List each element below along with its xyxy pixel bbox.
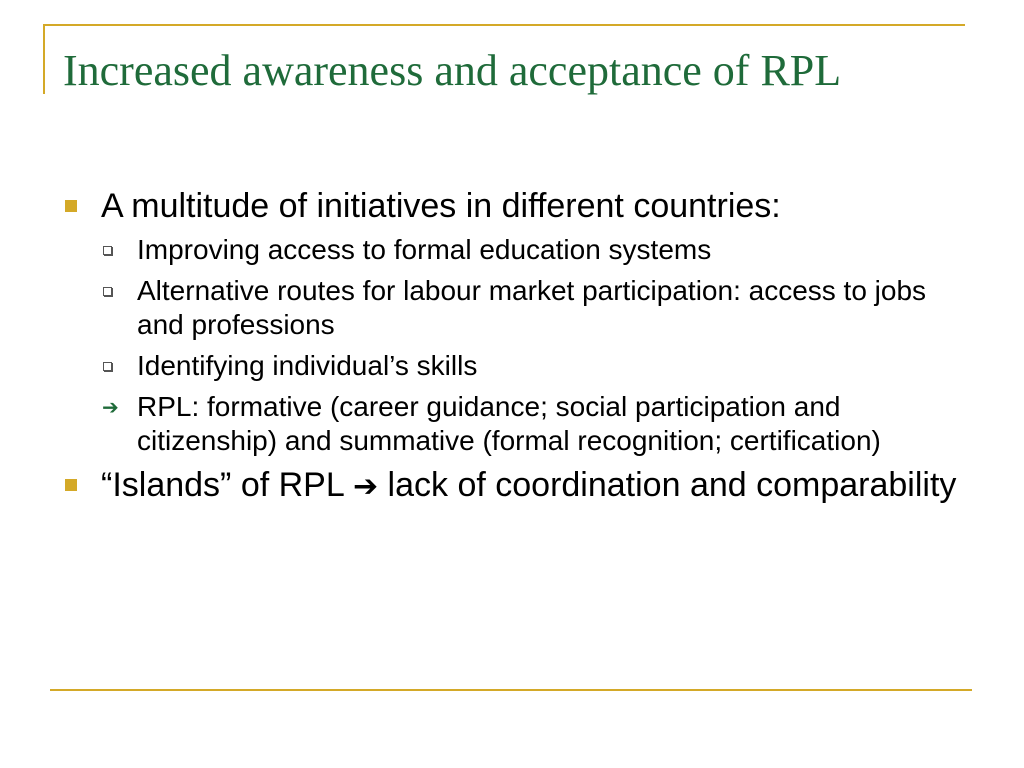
hollow-square-bullet-icon bbox=[103, 246, 112, 255]
sub-bullet-text: Identifying individual’s skills bbox=[137, 350, 478, 381]
arrow-bullet-icon: ➔ bbox=[102, 395, 119, 419]
right-arrow-icon: ➔ bbox=[352, 469, 379, 504]
bullet-text-before-arrow: “Islands” of RPL bbox=[101, 466, 344, 504]
sub-bullet-list bbox=[63, 233, 963, 458]
slide-title: Increased awareness and acceptance of RPL bbox=[63, 46, 842, 95]
hollow-square-bullet-icon bbox=[103, 362, 112, 371]
bullet-item-initiatives bbox=[63, 186, 963, 226]
sub-bullet-text: RPL: formative (career guidance; social participation and citizenship) and summative (formal recognition; certification) bbox=[137, 391, 881, 456]
sub-bullet-item-labour-market bbox=[63, 274, 963, 342]
top-border-line bbox=[43, 24, 965, 26]
bottom-border-line bbox=[50, 689, 972, 691]
sub-bullet-item-rpl-formative bbox=[63, 390, 963, 458]
left-border-line bbox=[43, 24, 45, 94]
sub-bullet-text: Alternative routes for labour market participation: access to jobs and professions bbox=[137, 275, 927, 340]
sub-bullet-item-skills bbox=[63, 349, 963, 383]
bullet-text-after-arrow: lack of coordination and comparability bbox=[387, 466, 957, 504]
sub-bullet-item-formal-education bbox=[63, 233, 963, 267]
sub-bullet-text: Improving access to formal education systems bbox=[137, 234, 712, 265]
bullet-text: A multitude of initiatives in different countries: bbox=[101, 187, 781, 225]
hollow-square-bullet-icon bbox=[103, 287, 112, 296]
square-bullet-icon bbox=[65, 200, 77, 212]
slide-body bbox=[63, 186, 963, 514]
bullet-item-islands bbox=[63, 465, 963, 507]
square-bullet-icon bbox=[65, 479, 77, 491]
